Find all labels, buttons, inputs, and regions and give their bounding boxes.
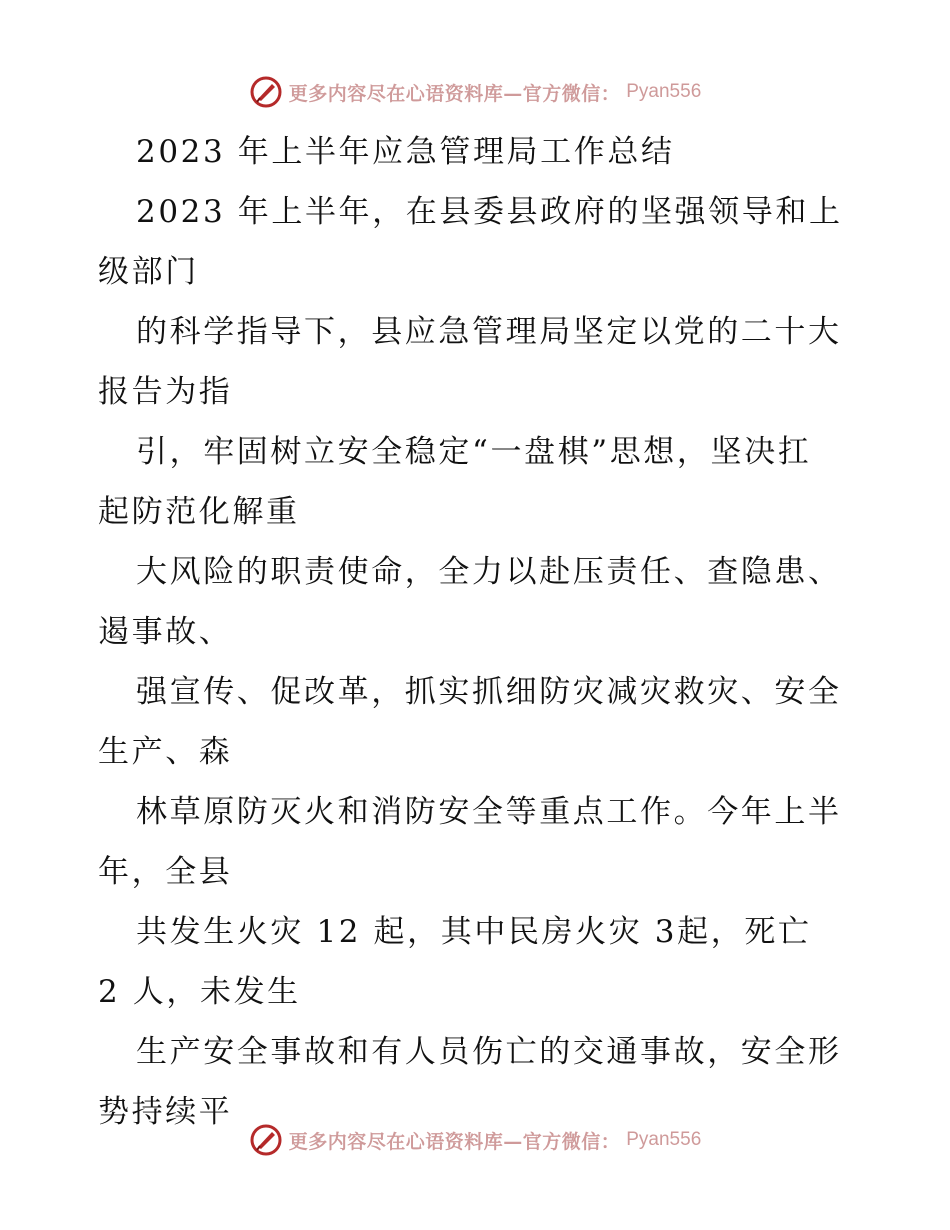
paragraph-line: 2 人，未发生 (98, 974, 301, 1010)
document-title: 2023 年上半年应急管理局工作总结 (136, 134, 675, 170)
paragraph-line: 起防范化解重 (98, 494, 300, 530)
paragraph-line: 引，牢固树立安全稳定“一盘棋”思想，坚决扛 (136, 434, 812, 470)
paragraph-line: 级部门 (98, 254, 199, 290)
paragraph-line: 年，全县 (98, 854, 233, 890)
paragraph-line: 共发生火灾 12 起，其中民房火灾 3起，死亡 (136, 914, 812, 950)
header-watermark (0, 72, 950, 112)
document-body (98, 122, 858, 1142)
paragraph-line: 报告为指 (98, 374, 233, 410)
paragraph-line: 的科学指导下，县应急管理局坚定以党的二十大 (136, 314, 842, 350)
watermark-text: 更多内容尽在心语资料库—官方微信： (288, 82, 621, 105)
paragraph-line: 林草原防灭火和消防安全等重点工作。今年上半 (136, 794, 842, 830)
paragraph-line: 2023 年上半年，在县委县政府的坚强领导和上 (136, 194, 843, 230)
paragraph-line: 生产安全事故和有人员伤亡的交通事故，安全形 (136, 1034, 842, 1070)
quill-logo-icon (249, 75, 283, 109)
watermark-text: 更多内容尽在心语资料库—官方微信： (288, 1130, 621, 1153)
footer-watermark (0, 1120, 950, 1160)
paragraph-line: 大风险的职责使命，全力以赴压责任、查隐患、 (136, 554, 842, 590)
watermark-wechat-id: Pyan556 (626, 1129, 702, 1150)
paragraph-line: 遏事故、 (98, 614, 233, 650)
quill-logo-icon (249, 1123, 283, 1157)
paragraph-line: 势持续平 (98, 1094, 233, 1130)
paragraph-line: 生产、森 (98, 734, 233, 770)
paragraph-line: 强宣传、促改革，抓实抓细防灾减灾救灾、安全 (136, 674, 842, 710)
watermark-wechat-id: Pyan556 (626, 81, 702, 102)
